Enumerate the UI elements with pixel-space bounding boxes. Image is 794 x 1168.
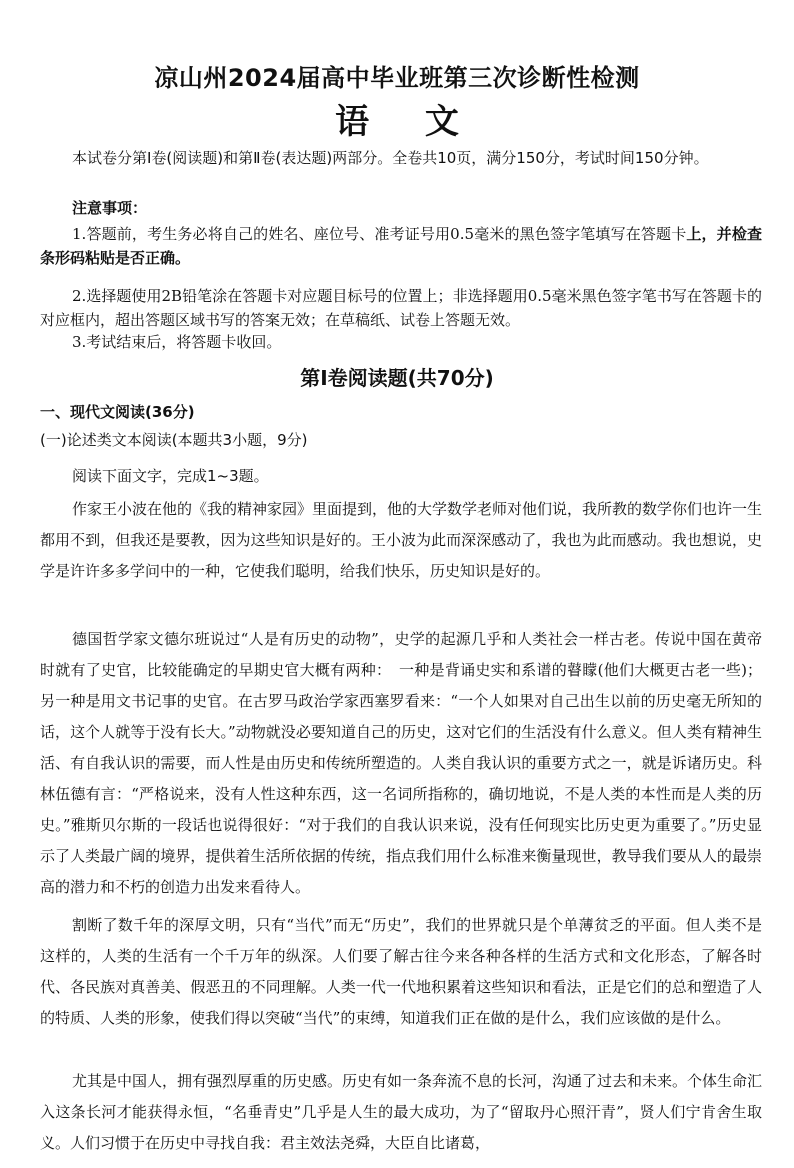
intro-paragraph: 本试卷分第Ⅰ卷(阅读题)和第Ⅱ卷(表达题)两部分。全卷共10页，满分150分，考试时间150分钟。 [72, 149, 709, 167]
note-item-3: 3.考试结束后，将答题卡收回。 [72, 333, 282, 351]
part-heading: 一、现代文阅读(36分) [40, 403, 195, 421]
subject-title: 语 文 [335, 102, 481, 142]
article-paragraph-3: 割断了数千年的深厚文明，只有“当代”而无“历史”，我们的世界就只是个单薄贫乏的平面。但人类不是这样的，人类的生活有一个千万年的纵深。人们要了解古往今来各种各样的生活方式和文化形态，了解各时代、各民族对真善美、假恶丑的不同理解。人类一代一代地积累着这些知识和看法，正是它们的总和塑造了人的特质、人类的形象，使我们得以突破“当代”的束缚，知道我们正在做的是什么，我们应该做的是什么。 [40, 916, 762, 1027]
note-item-1 [40, 222, 762, 270]
exam-title: 凉山州2024届高中毕业班第三次诊断性检测 [154, 64, 640, 92]
article-paragraph-4: 尤其是中国人，拥有强烈厚重的历史感。历史有如一条奔流不息的长河，沟通了过去和未来。个体生命汇入这条长河才能获得永恒，“名垂青史”几乎是人生的最大成功，为了“留取丹心照汗青”，贤人们宁肯舍生取义。人们习惯于在历史中寻找自我：君主效法尧舜，大臣自比诸葛， [40, 1072, 763, 1152]
part-subheading: (一)论述类文本阅读(本题共3小题，9分) [40, 431, 308, 449]
notes-heading: 注意事项： [72, 199, 148, 217]
article-paragraph-2: 德国哲学家文德尔班说过“人是有历史的动物”，史学的起源几乎和人类社会一样古老。传说中国在黄帝时就有了史官，比较能确定的早期史官大概有两种： 一种是背诵史实和系谱的瞽矇(他们大概更古老一些)；另一种是用文书记事的史官。在古罗马政治学家西塞罗看来：“一个人如果对自己出生以前的历史毫无所知的话，这个人就等于没有长大。”动物就没必要知道自己的历史，这对它们的生活没有什么意义。但人类有精神生活、有自我认识的需要，而人性是由历史和传统所塑造的。人类自我认识的重要方式之一，就是诉诸历史。科林伍德有言：“严格说来，没有人性这种东西，这一名词所指称的，确切地说，不是人类的本性而是人类的历史。”雅斯贝尔斯的一段话也说得很好：“对于我们的自我认识来说，没有任何现实比历史更为重要了。”历史显示了人类最广阔的境界，提供着生活所依据的传统，指点我们用什么标准来衡量现世，教导我们要从人的最崇高的潜力和不朽的创造力出发来看待人。 [40, 630, 762, 896]
article-paragraph-1: 作家王小波在他的《我的精神家园》里面提到，他的大学数学老师对他们说，我所教的数学你们也许一生都用不到，但我还是要教，因为这些知识是好的。王小波为此而深深感动了，我也为此而感动。我也想说，史学是许许多多学问中的一种，它使我们聪明，给我们快乐，历史知识是好的。 [40, 500, 763, 580]
note-item-1-bold: 上，并检查条形码粘贴是否正确。 [40, 225, 762, 267]
reading-instruction: 阅读下面文字，完成1~3题。 [72, 467, 269, 485]
note-item-1-text: 1.答题前，考生务必将自己的姓名、座位号、准考证号用0.5毫米的黑色签字笔填写在答题卡 [72, 225, 687, 243]
note-item-2: 2.选择题使用2B铅笔涂在答题卡对应题目标号的位置上；非选择题用0.5毫米黑色签字笔书写在答题卡的对应框内，超出答题区域书写的答案无效；在草稿纸、试卷上答题无效。 [40, 287, 762, 329]
section-title: 第Ⅰ卷阅读题(共70分) [300, 366, 494, 390]
